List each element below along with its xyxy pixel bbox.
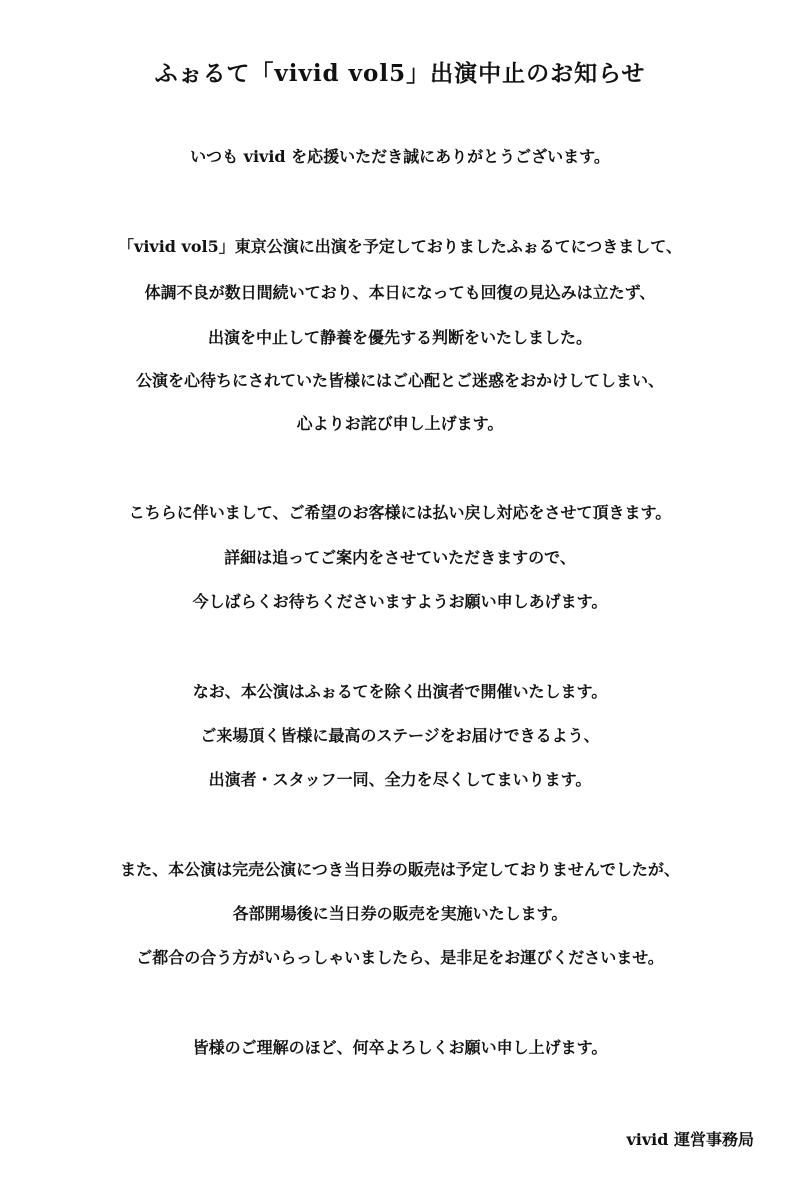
closing-text: 皆様のご理解のほど、何卒よろしくお願い申し上げます。 [192, 1038, 608, 1057]
text-line: 今しばらくお待ちくださいますようお願い申しあげます。 [192, 592, 608, 611]
greeting-text: いつも vivid を応援いただき誠にありがとうございます。 [190, 147, 610, 166]
text-line: 出演を中止して静養を優先する判断をいたしました。 [207, 328, 592, 347]
text-line: 体調不良が数日間続いており、本日になっても回復の見込みは立たず、 [144, 283, 656, 302]
page-title: ふぉるて「vivid vol5」出演中止のお知らせ [154, 60, 646, 87]
text-line: 心よりお詫び申し上げます。 [296, 414, 504, 433]
text-line: 「vivid vol5」東京公演に出演を予定しておりましたふぉるてにつきまして、 [118, 237, 682, 256]
text-line: 各部開場後に当日券の販売を実施いたします。 [232, 904, 568, 923]
text-line: 出演者・スタッフ一同、全力を尽くしてまいります。 [208, 770, 592, 789]
text-line: こちらに伴いまして、ご希望のお客様には払い戻し対応をさせて頂きます。 [128, 503, 672, 522]
text-line: また、本公演は完売公演につき当日券の販売は予定しておりませんでしたが、 [120, 860, 680, 879]
signature: vivid 運営事務局 [626, 1130, 754, 1149]
text-line: なお、本公演はふぉるてを除く出演者で開催いたします。 [192, 682, 608, 701]
text-line: ご都合の合う方がいらっしゃいましたら、是非足をお運びくださいませ。 [136, 948, 664, 967]
text-line: 詳細は追ってご案内をさせていただきますので、 [224, 548, 576, 567]
text-line: 公演を心待ちにされていた皆様にはご心配とご迷惑をおかけしてしまい、 [135, 371, 664, 390]
text-line: ご来場頂く皆様に最高のステージをお届けできるよう、 [200, 726, 600, 745]
